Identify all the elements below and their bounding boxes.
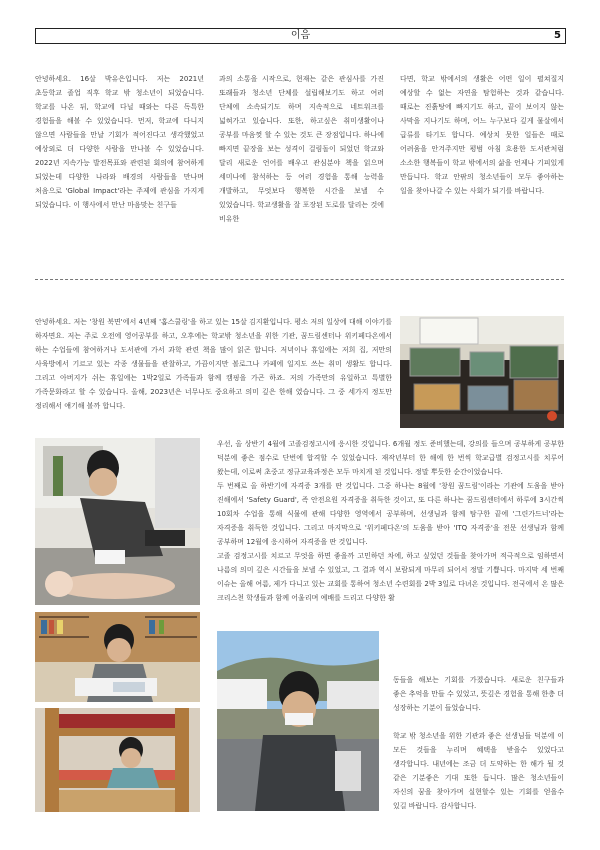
second-article-body xyxy=(217,437,564,605)
student-reading-photo xyxy=(35,612,200,702)
top-article-col-3: 다면, 학교 밖에서의 생활은 어떤 일이 펼쳐질지 예상할 수 없는 자연을 탐험하는 것과 같습니다. 때로는 진흙탕에 빠지기도 하고, 끝이 보이지 않는 사막을 지나기도 하며, 어느 누구보다 깊게 물살에서 급류를 타기도 합니다. 예상치 못한 일들은 때로 어려움을 안겨주지만 평범 아침 흐용한 도서관처럼 소소한 행복들이 학교 밖에서의 삶을 언제나 기피있게 만듭니다. 학교 안팎의 청소년들이 모두 좋아하는 일을 찾아나갈 수 있는 사회가 되기를 바랍니다. xyxy=(400,75,564,195)
section-title: 이음 xyxy=(290,30,311,41)
paragraph-3: 고졸 검정고시를 치르고 무엇을 하면 좋을까 고민하던 차에, 하고 싶었던 것들을 찾아가며 적극적으로 임하면서 나름의 의미 깊은 시간들을 보낼 수 있었고, 그 결과 역시 보람되게 마무리 되어서 정말 기쁩니다. 마지막 세 번째 이슈는 올해 여름, 제가 다니고 있는 교회를 통하여 청소년 수련회를 2박 3일로 다녀온 것입니다. 전국에서 온 많은 크리스천 학생들과 함께 어울리며 예배를 드리고 다양한 활 xyxy=(217,552,564,602)
second-article-continuation xyxy=(393,673,564,813)
bunkbed-photo xyxy=(35,708,200,812)
page-number: 5 xyxy=(554,30,561,41)
cpr-training-photo xyxy=(35,438,200,605)
second-article-intro: 안녕하세요. 저는 '창원 북면'에서 4년째 '홈스쿨링'을 하고 있는 15살 김지환입니다. 평소 저의 일상에 대해 이야기를 하자면요. 저는 주로 오전에 영어공부를 하고, 오후에는 학교밖 청소년을 위한 기관, 꿈드림센터나 위키페다온에서 하는 수업들에 참여하거나 도서관에 가서 과학 관련 책을 많이 읽곤 합니다. 저녁이나 휴일에는 저희 집, 저만의 사육방에서 기르고 있는 각종 생물들을 관찰하고, 가끔이지만 볼로그나 카페에 일지도 쓰는 취미 생활도 합니다. 그리고 아버지가 쉬는 휴일에는 1박2일로 가족들과 함께 캠핑을 가곤 하죠. 저의 가족만의 유일하고 특별한 가족문화라고 할 수 있습니다. 올해, 2023년은 너무나도 중요하고 의미 깊은 한해 였습니다. 그 중 세가지 정도만 정리해서 얘기해 볼까 합니다. xyxy=(35,318,392,410)
closing-paragraph: 학교 밖 청소년을 위한 기관과 좋은 선생님들 덕분에 이 모든 것들을 누리며 혜택을 받을수 있었다고 생각합니다. 내년에는 조금 더 도약하는 한 해가 될 것 같은 기분좋은 기대 또한 듭니다. 많은 청소년들이 자신의 꿈을 찾아가며 실현할수 있는 기회를 얻을수 있길 바랍니다. 감사합니다. xyxy=(393,732,564,810)
terrarium-room-photo xyxy=(400,316,564,428)
top-article-col-1: 안녕하세요. 16살 박유은입니다. 저는 2021년 초등학교 졸업 직후 학교 밖 청소년이 되었습니다. 학교를 나온 뒤, 학교에 다닐 때와는 다른 독특한 경험들을 해볼 수 있었습니다. 먼저, 학교에 다니지 않으면 사람들을 만날 기회가 적어진다고 생각했었고 예상외로 더 다양한 사람을 만나볼 수 있었습니다. 2022년 지속가능 발전목표와 관련된 회의에 참여하게 되었는데 다양한 나라와 배경의 사람들을 만나며 처음으로 'Global Impact'라는 주제에 관심을 가지게 되었습니다. 이 행사에서 만난 마음맞는 친구들 xyxy=(35,75,204,209)
top-article-col-2: 과의 소통을 시작으로, 현재는 같은 관심사를 가진 또래들과 청소년 단체를 설립해보기도 하고 여러 단체에 소속되기도 하며 지속적으로 네트워크를 넓혀가고 있습니다. 또한, 하고싶은 취미생활이나 공부를 마음껏 할 수 있는 것도 큰 장점입니다. 하나에 빠지면 끝장을 보는 성격이 걸림돌이 되었던 학교와 달리 새로운 언어를 배우고 관심분야 책을 읽으며 세미나에 참석하는 등 여러 경험을 통해 능력을 개발하고, 무엇보다 행복한 시간을 보낼 수 있었습니다. 학교생활을 잘 포장된 도로를 달리는 것에 비유한 xyxy=(219,75,384,223)
paragraph-3-continued: 동들을 해보는 기회를 가졌습니다. 새로운 친구들과 좋은 추억을 만들 수 있었고, 뜻깊은 경험을 통해 한층 더 성장하는 기분이 들었습니다. xyxy=(393,676,565,712)
paragraph-2: 두 번째로 올 하반기에 자격증 3개를 딴 것입니다. 그중 하나는 8월에 '창원 꿈드림'이라는 기관에 도움을 받아 진해에서 'Safety Guard', 즉 안전요원 자격증을 취득한 것이고, 또 다른 하나는 꿈드림센터에서 하루에 3시간씩 10회차 수업을 통해 식물에 관해 다양한 영역에서 공부하며, 선생님과 함께 탐구한 끝에 '그린가드너'라는 자격증을 취득한 것입니다. 그리고 마지막으로 '위키페다온'의 도움을 받아 'ITQ 자격증'을 전문 선생님과 함께 공부하며 12월에 응시하여 자격증을 딴 것입니다. xyxy=(217,482,564,546)
section-divider xyxy=(35,279,564,280)
page-header xyxy=(35,28,566,44)
outdoor-portrait-photo xyxy=(217,631,379,811)
paragraph-1: 우선, 올 상반기 4월에 고졸검정고시에 응시한 것입니다. 6개월 정도 준비했는데, 강의를 들으며 공부하게 공부한 덕분에 좋은 점수로 단번에 합격할 수 있었습니다. 재작년부터 한 해에 한 번씩 학교급별 검정고시를 치루어 왔는데, 이로써 초중고 정규교육과정은 모두 마치게 된 것입니다. 정말 뿌듯한 순간이었습니다. xyxy=(217,440,564,476)
